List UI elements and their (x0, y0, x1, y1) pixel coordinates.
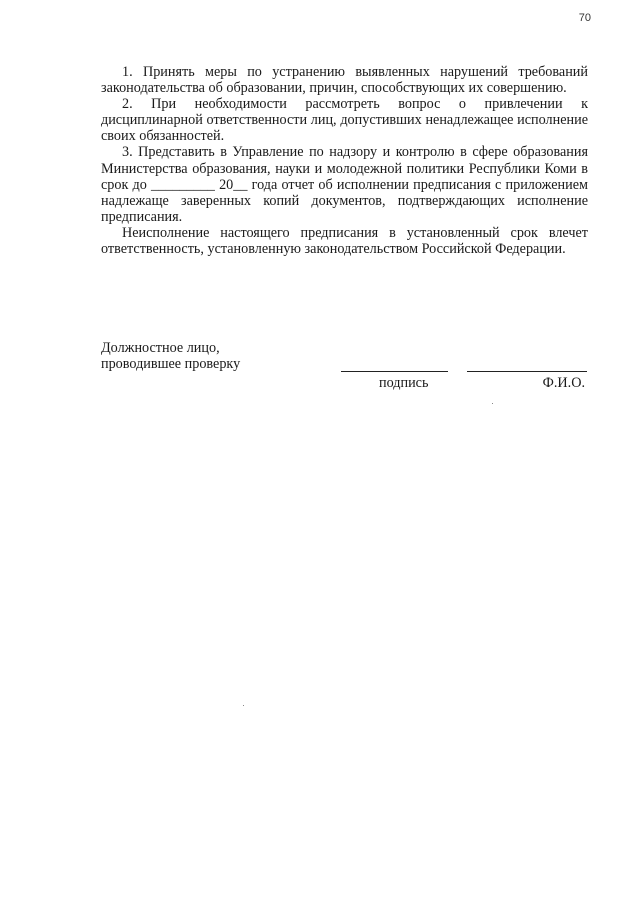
signature-block (101, 340, 588, 400)
official-label: Должностное лицо, (101, 340, 220, 356)
paragraph-item-1: 1. Принять меры по устранению выявленных нарушений требований законодательства об образовании, причин, способствующих их совершению. (101, 64, 588, 97)
paragraph-liability-notice: Неисполнение настоящего предписания в установленный срок влечет ответственность, установленную законодательством Российской Федерации. (101, 224, 588, 258)
scan-speck (492, 403, 493, 404)
scan-speck (243, 705, 244, 706)
document-body (101, 64, 588, 257)
paragraph-item-3: 3. Представить в Управление по надзору и контролю в сфере образования Министерства образования, науки и молодежной политики Республики Коми в срок до _________ 20__ года отчет об исполнении предписания с приложением надлежаще заверенных копий документов, подтверждающих исполнение предписания. (101, 144, 588, 225)
name-caption: Ф.И.О. (542, 375, 585, 391)
signature-caption: подпись (379, 375, 429, 391)
inspector-label: проводившее проверку (101, 356, 241, 372)
name-line (467, 371, 587, 372)
page-number: 70 (578, 12, 591, 24)
paragraph-item-2: 2. При необходимости рассмотреть вопрос о привлечении к дисциплинарной ответственности лиц, допустивших ненадлежащее исполнение своих обязанностей. (101, 96, 588, 145)
signature-line (341, 371, 448, 372)
